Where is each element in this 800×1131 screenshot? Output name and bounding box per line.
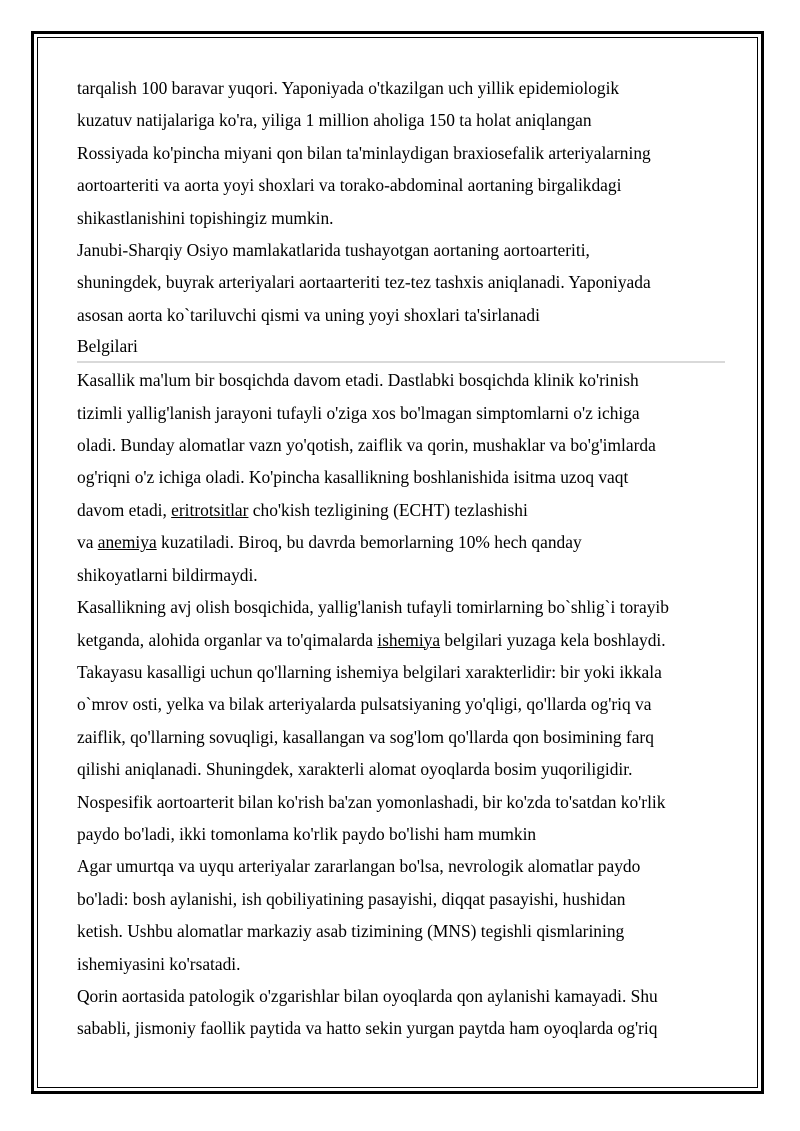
text-line <box>77 915 737 947</box>
text-segment: zaiflik, qo'llarning sovuqligi, kasallangan va sog'lom qo'llarda qon bosimining farq <box>77 726 654 747</box>
text-segment: shikoyatlarni bildirmaydi. <box>77 564 258 585</box>
text-line <box>77 980 737 1012</box>
text-segment: Qorin aortasida patologik o'zgarishlar bilan oyoqlarda qon aylanishi kamayadi. Shu <box>77 985 658 1006</box>
text-segment: shikastlanishini topishingiz mumkin. <box>77 207 334 228</box>
text-line <box>77 948 737 980</box>
term-link[interactable]: ishemiya <box>377 629 441 650</box>
text-segment: kuzatiladi. Biroq, bu davrda bemorlarning 10% hech qanday <box>156 532 582 553</box>
text-line <box>77 526 737 558</box>
text-segment: cho'kish tezligining (ECHT) tezlashishi <box>248 499 528 520</box>
text-segment: Kasallikning avj olish bosqichida, yallig'lanish tufayli tomirlarning bo`shlig`i torayib <box>77 597 669 618</box>
text-line <box>77 364 737 396</box>
text-line <box>77 688 737 720</box>
paragraph <box>77 234 737 331</box>
text-segment: aortoarteriti va aorta yoyi shoxlari va torako-abdominal aortaning birgalikdagi <box>77 175 622 196</box>
text-segment: ketganda, alohida organlar va to'qimalarda <box>77 629 378 650</box>
text-segment: belgilari yuzaga kela boshlaydi. <box>440 629 666 650</box>
text-line <box>77 721 737 753</box>
text-line <box>77 461 737 493</box>
text-segment: shuningdek, buyrak arteriyalari aortaarteriti tez-tez tashxis aniqlanadi. Yaponiyada <box>77 272 651 293</box>
text-line <box>77 72 737 104</box>
text-segment: Kasallik ma'lum bir bosqichda davom etadi. Dastlabki bosqichda klinik ko'rinish <box>77 370 639 391</box>
term-link[interactable]: anemiya <box>97 532 157 553</box>
text-line <box>77 137 737 169</box>
text-line <box>77 266 737 298</box>
text-line <box>77 818 737 850</box>
text-line <box>77 753 737 785</box>
text-segment: ishemiyasini ko'rsatadi. <box>77 953 241 974</box>
text-segment: oladi. Bunday alomatlar vazn yo'qotish, zaiflik va qorin, mushaklar va bo'g'imlarda <box>77 435 656 456</box>
paragraph <box>77 980 737 1045</box>
text-line <box>77 494 737 526</box>
term-link[interactable]: eritrotsitlar <box>171 499 249 520</box>
text-segment: o`mrov osti, yelka va bilak arteriyalarda pulsatsiyaning yo'qligi, qo'llarda og'riq va <box>77 694 652 715</box>
text-line <box>77 591 737 623</box>
text-segment: va <box>77 532 98 553</box>
text-segment: asosan aorta ko`tariluvchi qismi va uning yoyi shoxlari ta'sirlanadi <box>77 304 540 325</box>
text-segment: Takayasu kasalligi uchun qo'llarning ishemiya belgilari xarakterlidir: bir yoki ikkala <box>77 661 662 682</box>
text-line <box>77 299 737 331</box>
text-segment: qilishi aniqlanadi. Shuningdek, xarakterli alomat oyoqlarda bosim yuqoriligidir. <box>77 759 633 780</box>
text-line <box>77 656 737 688</box>
text-line <box>77 429 737 461</box>
document-body <box>77 72 737 1045</box>
text-segment: og'riqni o'z ichiga oladi. Ko'pincha kasallikning boshlanishida isitma uzoq vaqt <box>77 467 629 488</box>
paragraph <box>77 72 737 234</box>
text-segment: ketish. Ushbu alomatlar markaziy asab tizimining (MNS) tegishli qismlarining <box>77 921 625 942</box>
paragraph <box>77 850 737 980</box>
text-segment: davom etadi, <box>77 499 172 520</box>
text-line <box>77 234 737 266</box>
text-line <box>77 883 737 915</box>
paragraph <box>77 591 737 850</box>
text-line <box>77 169 737 201</box>
text-line <box>77 624 737 656</box>
text-segment: Nospesifik aortoarterit bilan ko'rish ba'zan yomonlashadi, bir ko'zda to'satdan ko'rlik <box>77 791 666 812</box>
text-segment: sababli, jismoniy faollik paytida va hatto sekin yurgan paytda ham oyoqlarda og'riq <box>77 1018 658 1039</box>
text-line <box>77 202 737 234</box>
text-segment: tizimli yallig'lanish jarayoni tufayli o'ziga xos bo'lmagan simptomlarni o'z ichiga <box>77 402 640 423</box>
text-segment: Janubi-Sharqiy Osiyo mamlakatlarida tushayotgan aortaning aortoarteriti, <box>77 240 590 261</box>
text-segment: bo'ladi: bosh aylanishi, ish qobiliyatining pasayishi, diqqat pasayishi, hushidan <box>77 888 626 909</box>
text-line <box>77 786 737 818</box>
text-segment: Agar umurtqa va uyqu arteriyalar zararlangan bo'lsa, nevrologik alomatlar paydo <box>77 856 641 877</box>
text-segment: Rossiyada ko'pincha miyani qon bilan ta'minlaydigan braxiosefalik arteriyalarning <box>77 142 651 163</box>
text-segment: kuzatuv natijalariga ko'ra, yiliga 1 million aholiga 150 ta holat aniqlangan <box>77 110 592 131</box>
text-segment: paydo bo'ladi, ikki tomonlama ko'rlik paydo bo'lishi ham mumkin <box>77 823 537 844</box>
text-line <box>77 850 737 882</box>
text-line <box>77 559 737 591</box>
paragraph <box>77 364 737 591</box>
text-line <box>77 104 737 136</box>
text-line <box>77 397 737 429</box>
text-segment: tarqalish 100 baravar yuqori. Yaponiyada o'tkazilgan uch yillik epidemiologik <box>77 78 620 98</box>
section-heading: Belgilari <box>77 331 725 363</box>
text-line <box>77 1012 737 1044</box>
